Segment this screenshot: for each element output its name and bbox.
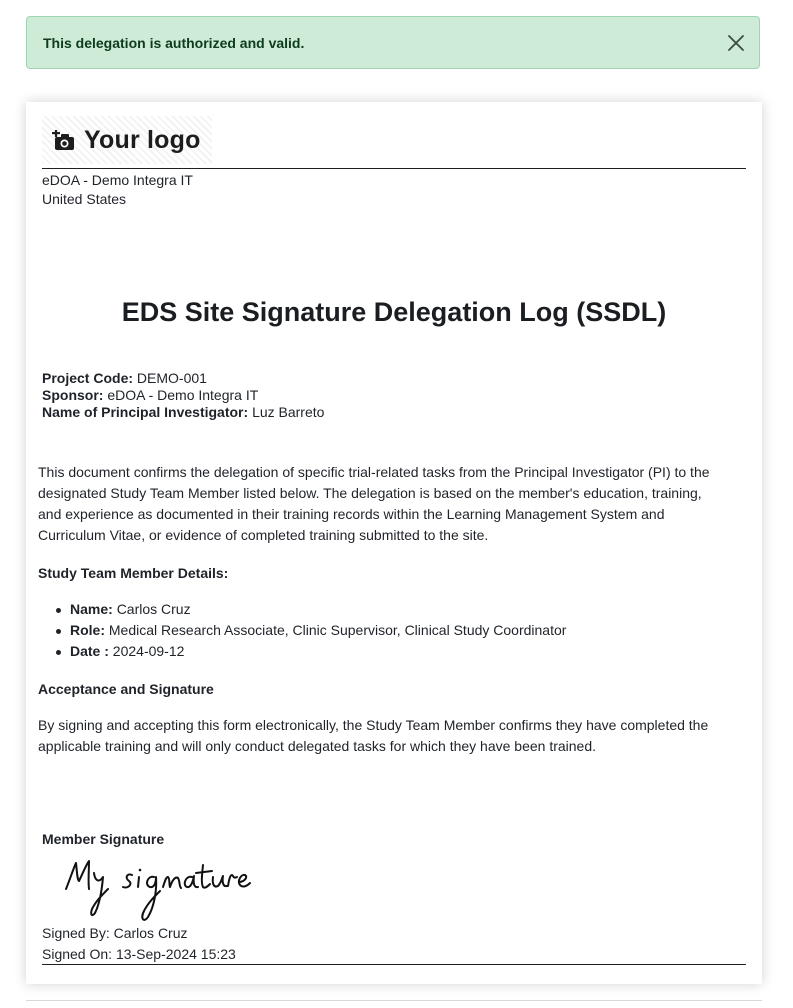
- member-date-item: [70, 643, 184, 659]
- close-icon[interactable]: [727, 34, 745, 52]
- member-role-label: Role:: [70, 622, 105, 638]
- camera-add-icon: [52, 130, 76, 152]
- member-date-value: 2024-09-12: [112, 643, 185, 659]
- sponsor-label: Sponsor:: [42, 387, 104, 403]
- signature-image: [62, 857, 252, 925]
- pi-line: [42, 404, 324, 420]
- member-details-heading: Study Team Member Details:: [38, 565, 229, 581]
- project-code-label: Project Code:: [42, 370, 134, 386]
- acceptance-line: By signing and accepting this form electronically, the Study Team Member confirms they have completed the: [38, 717, 709, 733]
- intro-line: Curriculum Vitae, or evidence of completed training submitted to the site.: [38, 527, 489, 543]
- intro-paragraph: [38, 462, 754, 546]
- document-card: [26, 102, 762, 984]
- project-code-value: DEMO-001: [136, 370, 207, 386]
- validity-alert: [26, 16, 760, 69]
- org-name: eDOA - Demo Integra IT: [42, 172, 193, 188]
- sponsor-value: eDOA - Demo Integra IT: [107, 387, 259, 403]
- signed-by: Signed By: Carlos Cruz: [42, 925, 188, 941]
- member-name-label: Name:: [70, 601, 113, 617]
- org-country: United States: [42, 191, 127, 207]
- pi-label: Name of Principal Investigator:: [42, 404, 249, 420]
- page-divider: [26, 1000, 762, 1001]
- member-role-value: Medical Research Associate, Clinic Supervisor, Clinical Study Coordinator: [108, 622, 567, 638]
- sponsor-line: [42, 387, 258, 403]
- signature-heading: Member Signature: [42, 831, 165, 847]
- signed-on: Signed On: 13-Sep-2024 15:23: [42, 946, 236, 962]
- document-title: EDS Site Signature Delegation Log (SSDL): [121, 297, 667, 327]
- project-code-line: [42, 370, 207, 386]
- intro-line: designated Study Team Member listed below. The delegation is based on the member's education, training,: [38, 485, 702, 501]
- intro-line: and experience as documented in their training records within the Learning Management System and: [38, 506, 665, 522]
- logo-text: Your logo: [84, 126, 201, 154]
- member-name-item: [70, 601, 191, 617]
- pi-value: Luz Barreto: [252, 404, 325, 420]
- member-name-value: Carlos Cruz: [116, 601, 191, 617]
- member-role-item: [70, 622, 566, 638]
- signature-divider: [42, 964, 746, 965]
- acceptance-paragraph: [38, 715, 754, 757]
- logo: [42, 116, 212, 164]
- member-date-label: Date :: [70, 643, 109, 659]
- acceptance-heading: Acceptance and Signature: [38, 681, 214, 697]
- intro-line: This document confirms the delegation of specific trial-related tasks from the Principal Investigator (PI) to the: [38, 464, 710, 480]
- acceptance-line: applicable training and will only conduct delegated tasks for which they have been trained.: [38, 738, 597, 754]
- alert-message: This delegation is authorized and valid.: [43, 35, 305, 51]
- header-divider: [42, 168, 746, 169]
